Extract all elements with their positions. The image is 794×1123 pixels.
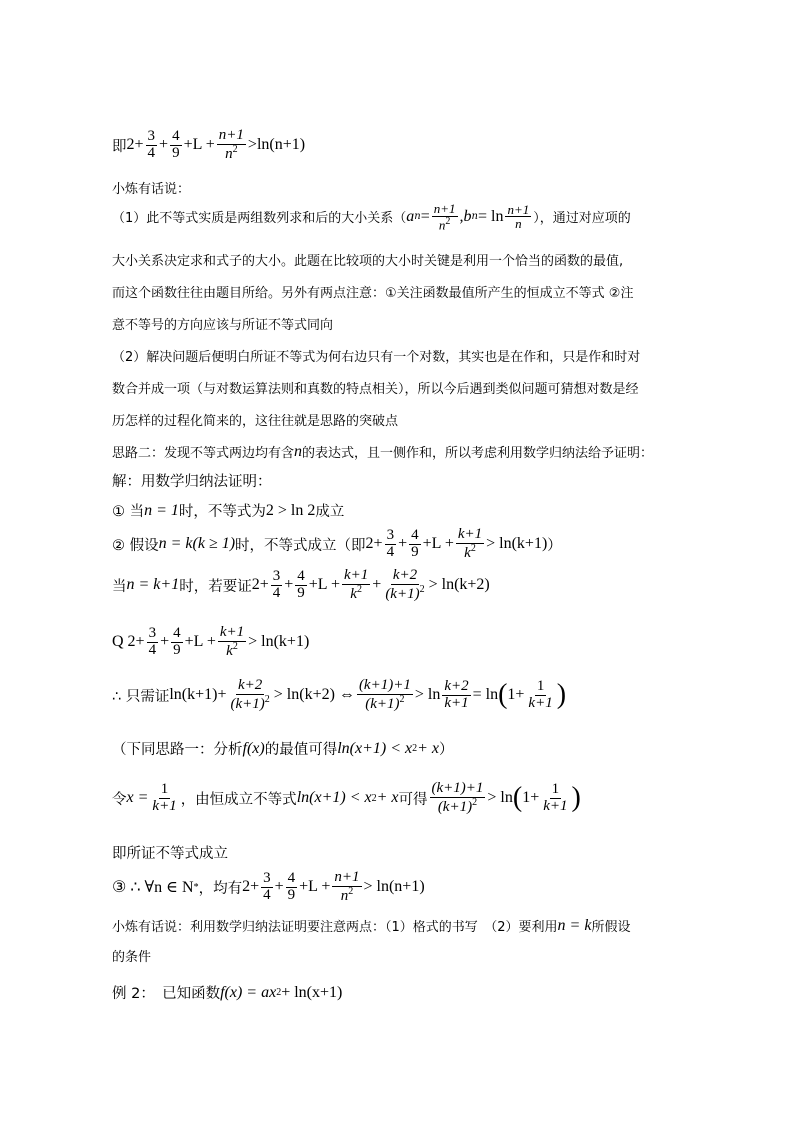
note-2-line2: 的条件 bbox=[112, 950, 152, 965]
note-title-1: 小炼有话说： bbox=[112, 182, 191, 197]
solution-heading: 解：用数学归纳法证明： bbox=[112, 474, 272, 490]
step-9: ③ ∴ ∀n ∈ N * ，均有 2+ $\frac{3}{4}$ + $\frac{4}{9}$ +L + $\frac{n+1}{n^2}$ > ln(n+1) bbox=[112, 869, 425, 904]
step-2: ② 假设 n = k(k ≥ 1) 时，不等式成立（即 2+ $\frac{3}{4}$ + $\frac{4}{9}$ +L + $\frac{k+1}{k^2}$ > ln(k+1) ） bbox=[112, 526, 562, 561]
para1-line1: （1）此不等式实质是两组数列求和后的大小关系（ a n = $\frac{n+1}{n^2}$ ,b n = ln $\frac{n+1}{n}$ ），通过对应项的 bbox=[112, 201, 631, 232]
para1-line3: 而这个函数往往由题目所给。另外有两点注意：①关注函数最值所产生的恒成立不等式 ②注 bbox=[112, 286, 634, 301]
para1-line4: 意不等号的方向应该与所证不等式同向 bbox=[112, 318, 334, 333]
fraction-n-term: $\frac{n+1}{n^2}$ bbox=[218, 127, 244, 162]
idea-two: 思路二：发现不等式两边均有含 n 的表达式，且一侧作和，所以考虑利用数学归纳法给予证明： bbox=[112, 442, 654, 461]
step-6: （下同思路一：分析 f(x) 的最值可得 ln(x+1) < x 2 + x ） bbox=[112, 739, 454, 758]
para2-line3: 历怎样的过程化简来的，这往往就是思路的突破点 bbox=[112, 414, 399, 429]
fraction-3-4: $\frac{3}{4}$ bbox=[147, 128, 156, 161]
fraction-4-9: $\frac{4}{9}$ bbox=[172, 128, 180, 161]
para1-line2: 大小关系决定求和式子的大小。此题在比较项的大小时关键是利用一个恰当的函数的最值, bbox=[112, 254, 624, 269]
step-7: 令 x = $\frac{1}{k+1}$ ，由恒成立不等式 ln(x+1) < x 2 + x 可得 $\frac{(k+1)+1}{(k+1)^2}$ > ln ( 1+ $\frac{1}{k+1}$ ) bbox=[112, 780, 581, 815]
step-4: Q 2+ $\frac{3}{4}$ + $\frac{4}{9}$ +L + $\frac{k+1}{k^2}$ > ln(k+1) bbox=[112, 624, 310, 659]
para2-line1: （2）解决问题后便明白所证不等式为何右边只有一个对数，其实也是在作和，只是作和时对 bbox=[112, 350, 641, 365]
step-8: 即所证不等式成立 bbox=[112, 846, 228, 862]
para2-line2: 数合并成一项（与对数运算法则和真数的特点相关），所以今后遇到类似问题可猜想对数是经 bbox=[112, 382, 639, 397]
example-2: 例 2： 已知函数 f(x) = ax 2 + ln(x+1) bbox=[112, 983, 343, 1002]
conclusion-line-1: 即 2+ $\frac{3}{4}$ + $\frac{4}{9}$ +L + $\frac{n+1}{n^2}$ >ln(n+1) bbox=[112, 127, 306, 162]
note-2-line1: 小炼有话说：利用数学归纳法证明要注意两点：（1）格式的书写 （2）要利用 n = k 所假设 bbox=[112, 916, 631, 935]
step-1: ① 当 n = 1 时，不等式为 2 > ln 2 成立 bbox=[112, 501, 345, 520]
step-5: ∴ 只需证 ln(k+1)+ $\frac{k+2}{(k+1)^2}$ > ln(k+2) ⇔ $\frac{(k+1)+1}{(k+1)^2}$ > ln $\frac{k+2}{k+1}$ = ln ( 1+ $\frac{1}{k+1}$ ) bbox=[112, 677, 567, 712]
step-3: 当 n = k+1 时，若要证 2+ $\frac{3}{4}$ + $\frac{4}{9}$ +L + $\frac{k+1}{k^2}$ + $\frac{k+2}{(k+1)^2}$ > ln(k+2) bbox=[112, 567, 490, 602]
